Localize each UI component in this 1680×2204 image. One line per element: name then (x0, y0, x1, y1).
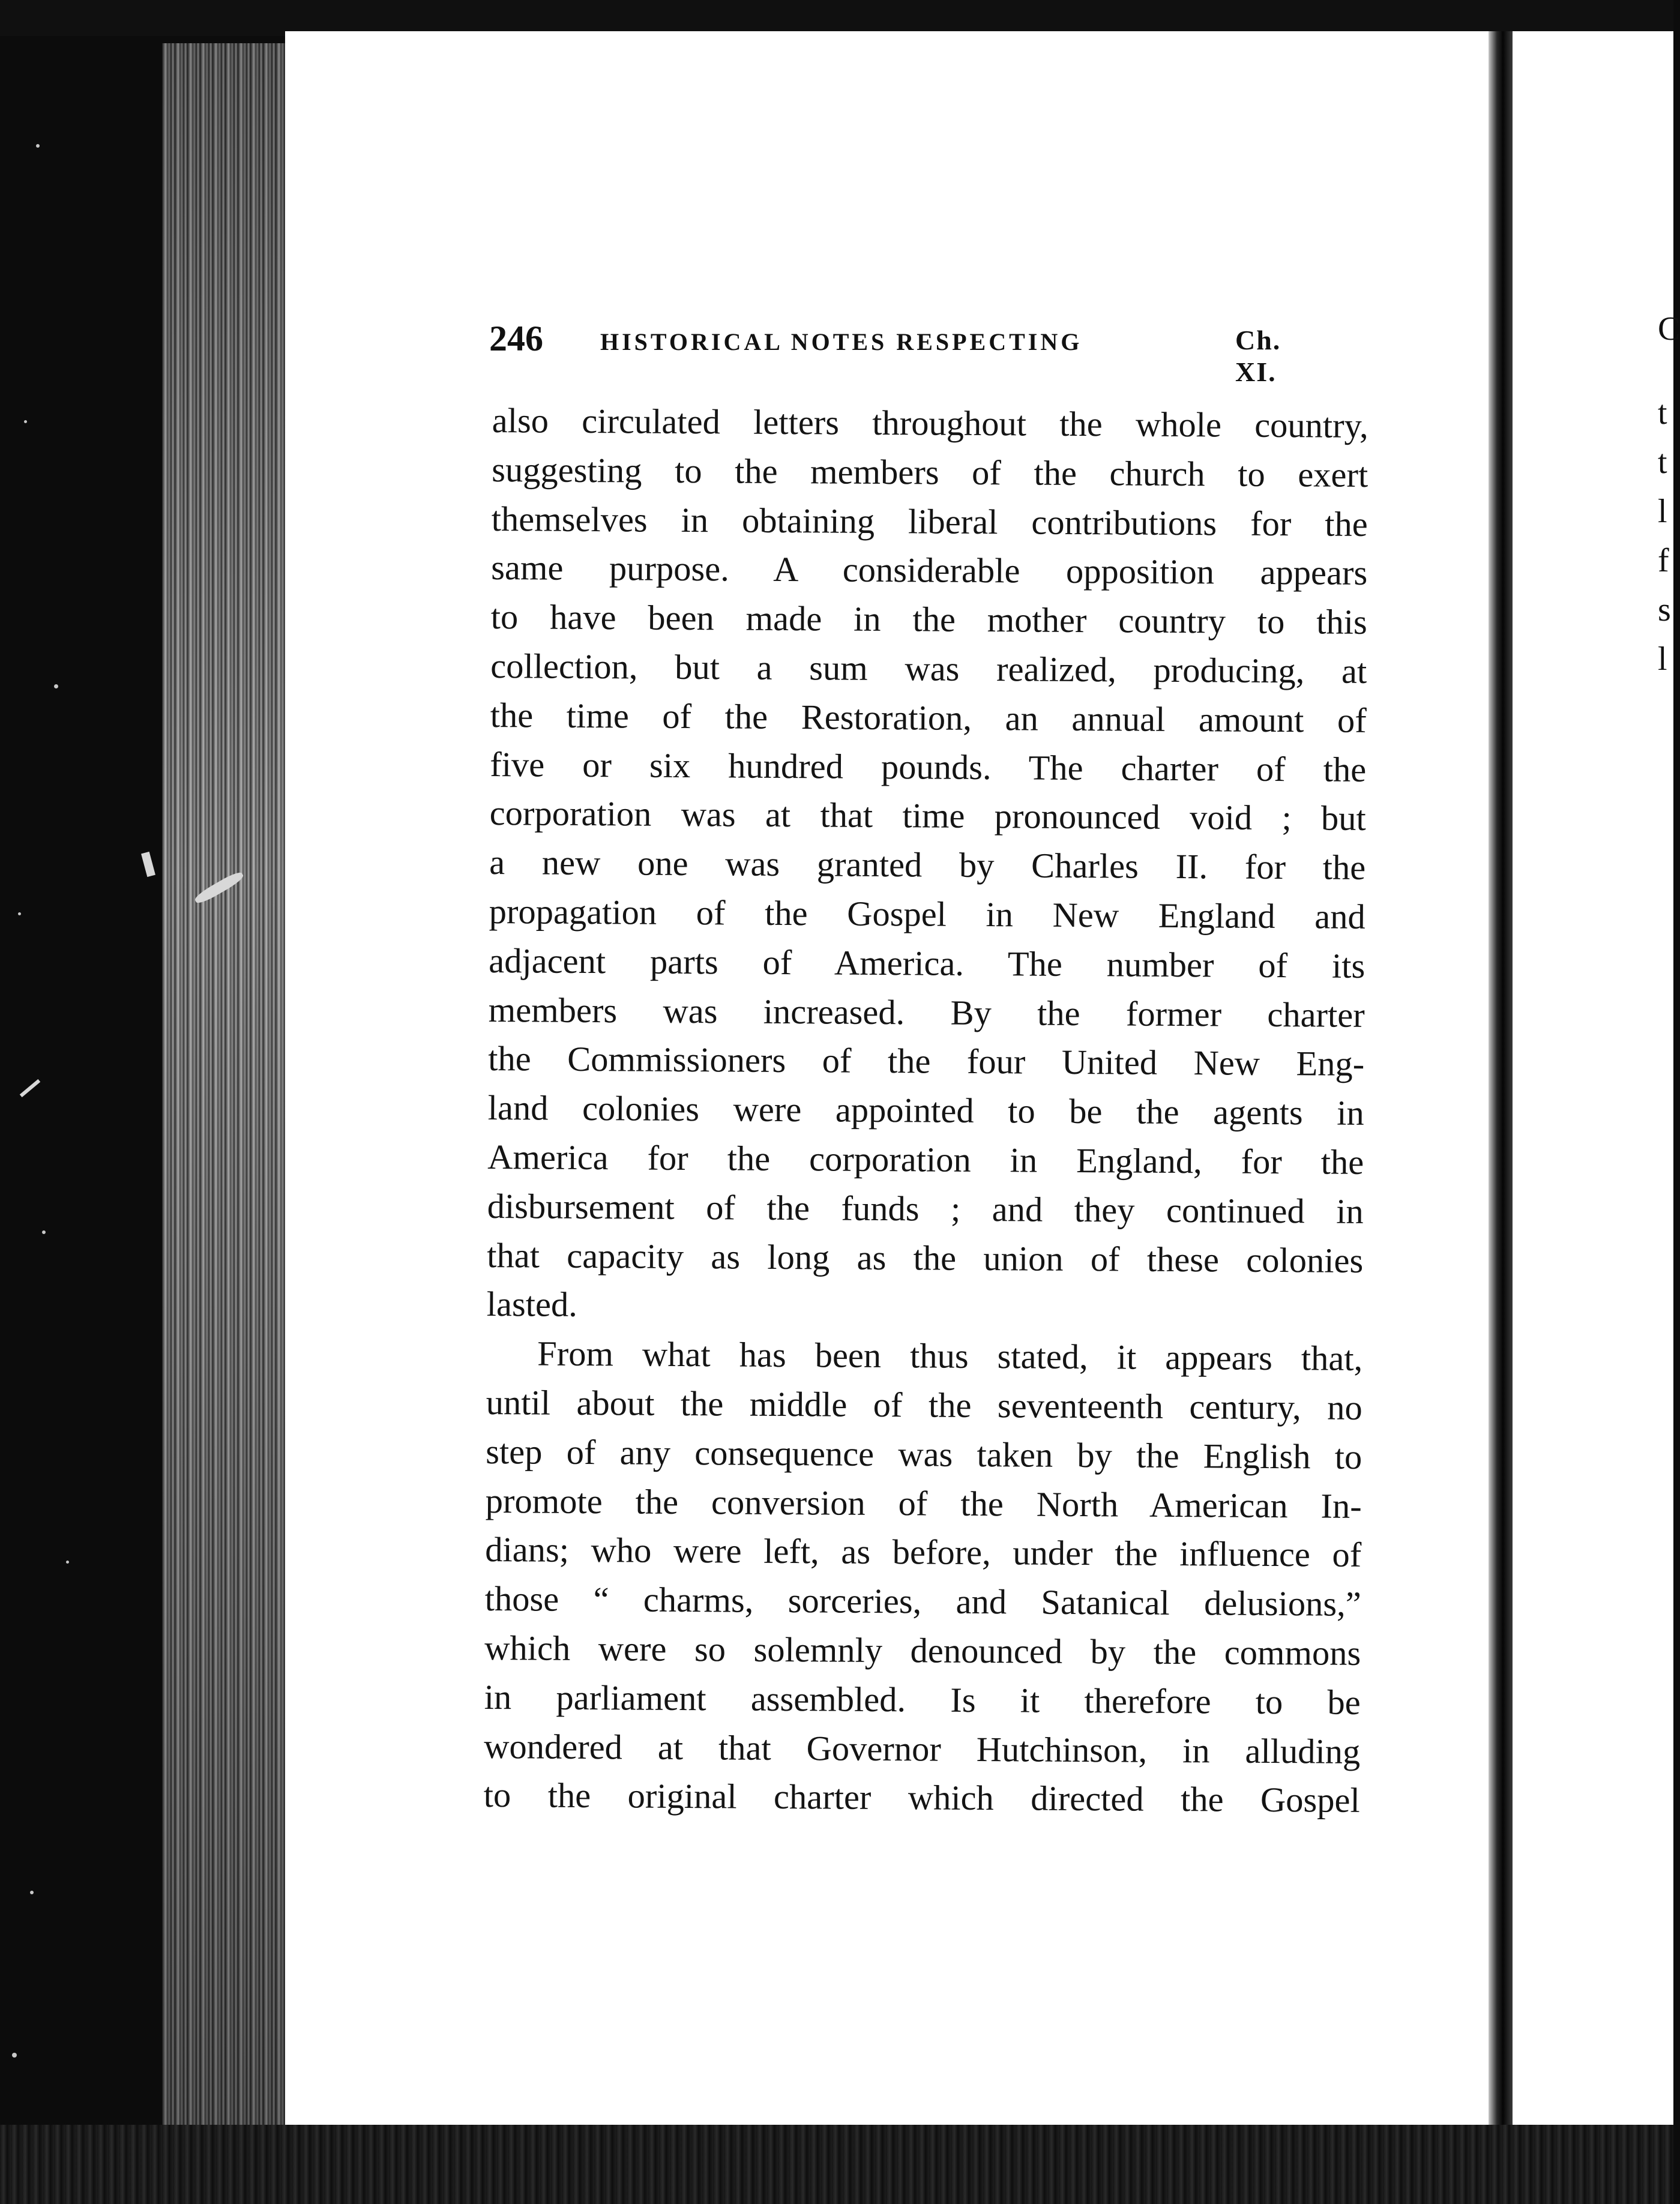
text-line: those “ charms, sorceries, and Satanical delusions,” (484, 1579, 1361, 1624)
text-line: disbursement of the funds ; and they continued in (487, 1186, 1364, 1231)
text-line: corporation was at that time pronounced void ; but (489, 793, 1366, 839)
facing-page-fragment: f (1658, 542, 1669, 579)
facing-page-fragment: l (1658, 640, 1667, 678)
text-line: same purpose. A considerable opposition appears (491, 548, 1368, 593)
text-line: in parliament assembled. Is it therefore to be (484, 1677, 1361, 1722)
text-line: propagation of the Gospel in New England and (489, 891, 1365, 936)
text-line: a new one was granted by Charles II. for the (489, 843, 1366, 888)
facing-page (1513, 31, 1680, 2126)
text-line: lasted. (486, 1284, 578, 1325)
book-gutter (1489, 31, 1513, 2126)
text-line: wondered at that Governor Hutchinson, in alluding (484, 1726, 1361, 1771)
text-line: the time of the Restoration, an annual amount of (490, 695, 1367, 740)
scan-speck (18, 912, 21, 915)
text-line: adjacent parts of America. The number of its (489, 941, 1365, 986)
facing-page-fragment: C (1658, 310, 1680, 348)
scan-speck (30, 1891, 34, 1894)
facing-page-fragment: t (1658, 394, 1667, 432)
text-line: dians; who were left, as before, under the influence of (485, 1530, 1362, 1575)
text-line: until about the middle of the seventeenth century, no (486, 1382, 1362, 1427)
book-page-edges (162, 43, 285, 2125)
facing-page-fragment: s (1658, 591, 1671, 628)
text-line: promote the conversion of the North American In- (485, 1481, 1362, 1526)
text-line: five or six hundred pounds. The charter of the (490, 744, 1367, 789)
scan-speck (36, 144, 40, 148)
text-line: to have been made in the mother country to this (490, 597, 1367, 642)
text-line: themselves in obtaining liberal contributions for the (491, 499, 1368, 544)
text-line: America for the corporation in England, for the (487, 1137, 1364, 1182)
text-line: which were so solemnly denounced by the commons (484, 1628, 1361, 1673)
scan-top-margin (0, 0, 1673, 36)
facing-page-fragment: t (1658, 444, 1667, 481)
scan-bottom-margin (0, 2125, 1673, 2204)
paragraph-first-line: From what has been thus stated, it appears that, (537, 1334, 1363, 1379)
chapter-reference: Ch. XI. (1235, 325, 1281, 387)
scan-speck (42, 1230, 46, 1234)
text-line: land colonies were appointed to be the agents in (487, 1088, 1364, 1133)
scan-speck (54, 684, 58, 688)
page-number: 246 (489, 319, 543, 358)
scan-speck (66, 1561, 69, 1564)
text-line: that capacity as long as the union of these colonies (487, 1235, 1364, 1280)
scan-mark (141, 852, 155, 877)
text-line: suggesting to the members of the church to exert (492, 450, 1368, 495)
body-text (484, 396, 1368, 1825)
running-head (489, 318, 1329, 387)
scan-mark (20, 1079, 40, 1097)
scan-speck (12, 2053, 17, 2058)
text-line: collection, but a sum was realized, producing, at (490, 646, 1367, 691)
text-line: the Commissioners of the four United New Eng- (488, 1039, 1365, 1084)
text-line: members was increased. By the former charter (488, 990, 1365, 1035)
scan-speck (24, 420, 27, 423)
text-line: also circulated letters throughout the whole country, (492, 400, 1368, 445)
running-head-title: HISTORICAL NOTES RESPECTING (600, 328, 1083, 355)
facing-page-fragment: l (1658, 493, 1667, 530)
text-line: to the original charter which directed the Gospel (483, 1775, 1360, 1820)
text-line: step of any consequence was taken by the English to (486, 1432, 1362, 1477)
